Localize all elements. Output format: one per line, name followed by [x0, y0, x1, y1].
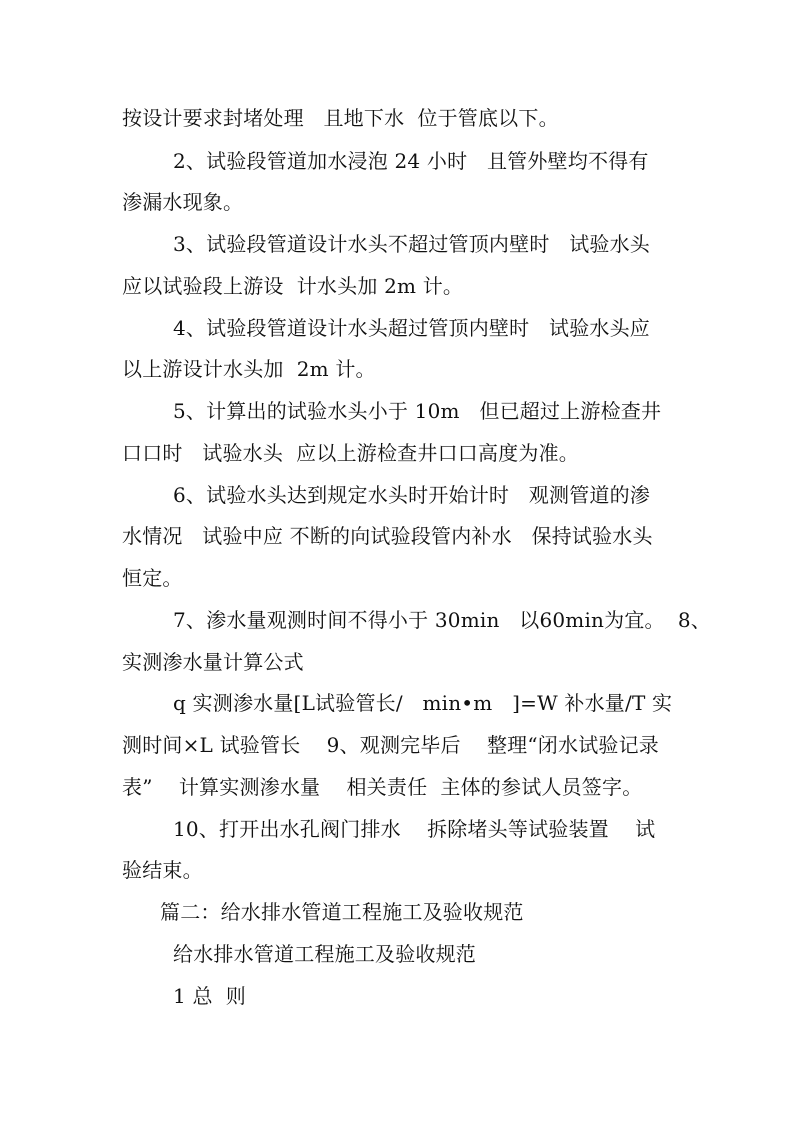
paragraph-line: 3、试验段管道设计水头不超过管顶内壁时 试验水头 [173, 232, 650, 256]
paragraph-line: 6、试验水头达到规定水头时开始计时 观测管道的渗 [173, 483, 650, 507]
paragraph-line: 应以试验段上游设 计水头加 2m 计。 [122, 274, 464, 298]
document-title: 给水排水管道工程施工及验收规范 [173, 942, 476, 966]
paragraph-line: 表” 计算实测渗水量 相关责任 主体的参试人员签字。 [122, 775, 643, 799]
paragraph-line: 以上游设计水头加 2m 计。 [122, 357, 376, 381]
chapter-heading: 1 总 则 [173, 984, 246, 1008]
paragraph-line: 恒定。 [122, 566, 183, 590]
paragraph-line: 实测渗水量计算公式 [122, 650, 304, 674]
paragraph-line: 5、计算出的试验水头小于 10m 但已超过上游检查井 [173, 399, 662, 423]
paragraph-line: 7、渗水量观测时间不得小于 30min 以60min为宜。 8、 [173, 608, 711, 632]
paragraph-line: 2、试验段管道加水浸泡 24 小时 且管外壁均不得有 [173, 149, 649, 173]
paragraph-line: 口口时 试验水头 应以上游检查井口口高度为准。 [122, 441, 579, 465]
paragraph-line: 测时间×L 试验管长 9、观测完毕后 整理“闭水试验记录 [122, 733, 660, 757]
paragraph-line: 水情况 试验中应 不断的向试验段管内补水 保持试验水头 [122, 524, 653, 548]
paragraph-line: 4、试验段管道设计水头超过管顶内壁时 试验水头应 [173, 316, 650, 340]
paragraph-line: 10、打开出水孔阀门排水 拆除堵头等试验装置 试 [173, 817, 656, 841]
paragraph-line: 按设计要求封堵处理 且地下水 位于管底以下。 [122, 106, 559, 130]
paragraph-line: 渗漏水现象。 [122, 190, 244, 214]
formula-line: q 实测渗水量[L试验管长/ min•m ]=W 补水量/T 实 [173, 691, 673, 715]
section-heading: 篇二：给水排水管道工程施工及验收规范 [160, 900, 524, 924]
paragraph-line: 验结束。 [122, 858, 203, 882]
